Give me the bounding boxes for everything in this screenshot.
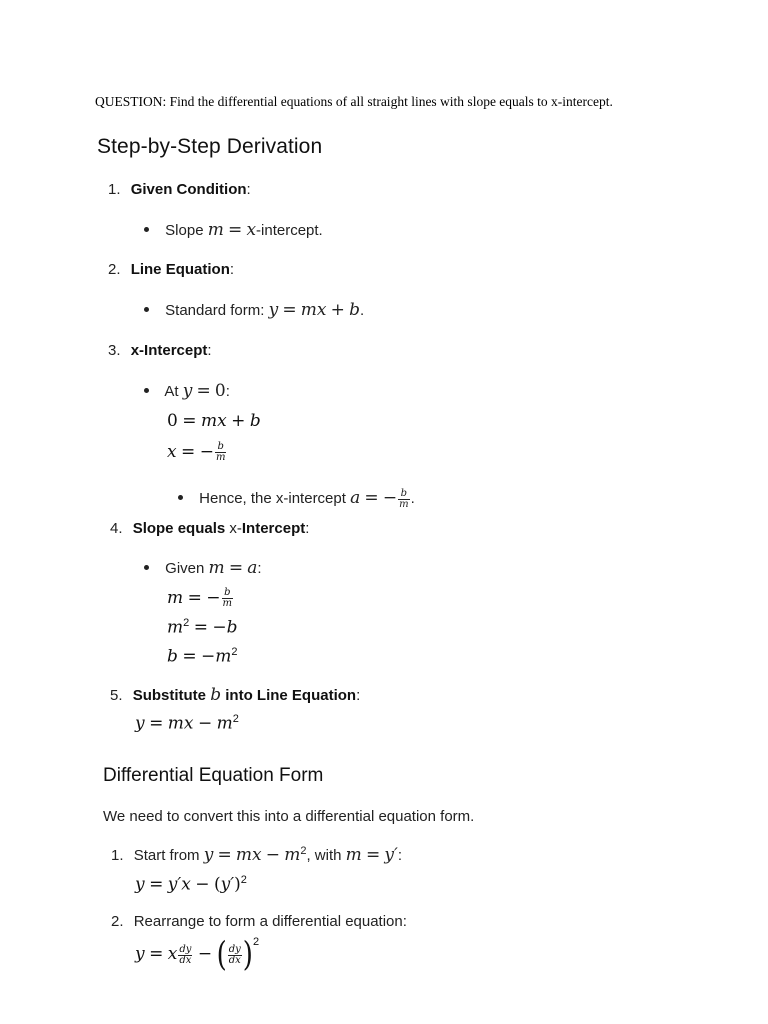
step-5-label-b: b bbox=[210, 685, 222, 705]
step-4-equation-3: $b = -m^2$ bbox=[167, 646, 238, 667]
step-2-label: Line Equation bbox=[130, 261, 230, 278]
bullet-dot bbox=[144, 565, 149, 570]
section-2-intro: We need to convert this into a differential equation form. bbox=[103, 808, 475, 825]
step-4-bullet bbox=[144, 558, 262, 578]
step-4-label-c: Intercept bbox=[241, 520, 306, 537]
step-5-label-a: Substitute bbox=[132, 687, 207, 704]
step-2 bbox=[108, 261, 234, 278]
step-2-bullet-math: Standard form: y = mx + b. bbox=[165, 300, 365, 320]
step-4-label-b: x- bbox=[229, 520, 242, 537]
step-5-number: 5. bbox=[110, 687, 123, 704]
step-4-bullet-math: Given m = a: bbox=[165, 558, 262, 578]
section-title-derivation: Step-by-Step Derivation bbox=[97, 135, 323, 158]
step-3 bbox=[108, 342, 212, 359]
step-3-sub-bullet-math: Hence, the x-intercept a = − $\frac{b}{m}$ . bbox=[199, 487, 415, 510]
bullet-dot bbox=[144, 227, 149, 232]
step-3-label: x-Intercept bbox=[130, 342, 208, 359]
step-3-equation-1: 0 = mx + b bbox=[167, 411, 261, 431]
dstep-1-text: Start from y = mx − $m^2$, with m = y′: bbox=[133, 845, 403, 865]
question-text: QUESTION: Find the differential equations of all straight lines with slope equals to x-intercept. bbox=[95, 94, 613, 109]
step-3-equation-2: x = − $\frac{b}{m}$ bbox=[167, 441, 226, 464]
dstep-2 bbox=[111, 913, 407, 930]
section-title-differential: Differential Equation Form bbox=[103, 765, 324, 786]
dstep-1-equation: $y = y'x - (y')^2$ bbox=[135, 874, 247, 895]
step-3-colon: : bbox=[207, 342, 212, 359]
step-4-equation-1: m = − $\frac{b}{m}$ bbox=[167, 587, 233, 610]
step-3-sub-bullet bbox=[178, 488, 415, 510]
dstep-2-equation: y = x $\frac{dy}{dx}$ − ( $\frac{dy}{dx}$ )$^2$ bbox=[135, 935, 260, 975]
step-5-colon: : bbox=[356, 687, 361, 704]
step-1 bbox=[108, 181, 251, 198]
step-1-bullet-math: Slope m = x-intercept. bbox=[165, 220, 323, 240]
dstep-2-text: Rearrange to form a differential equation: bbox=[133, 913, 407, 930]
step-5-equation: y = mx − $m^2$ bbox=[135, 713, 239, 734]
step-1-number: 1. bbox=[108, 181, 121, 198]
step-4 bbox=[110, 520, 309, 537]
step-4-colon: : bbox=[305, 520, 310, 537]
step-3-bullet-math: At y = 0: bbox=[164, 381, 230, 401]
step-2-number: 2. bbox=[108, 261, 121, 278]
step-1-label: Given Condition bbox=[130, 181, 247, 198]
step-4-label-a: Slope equals bbox=[132, 520, 226, 537]
dstep-1 bbox=[111, 845, 402, 865]
step-4-equation-2: $m^2 = -b$ bbox=[167, 617, 238, 638]
dstep-2-number: 2. bbox=[111, 913, 124, 930]
bullet-dot bbox=[144, 307, 149, 312]
step-5-label-c: into Line Equation bbox=[225, 687, 357, 704]
step-1-colon: : bbox=[246, 181, 251, 198]
step-2-colon: : bbox=[229, 261, 235, 278]
step-4-number: 4. bbox=[110, 520, 123, 537]
bullet-dot bbox=[144, 388, 149, 393]
step-3-number: 3. bbox=[108, 342, 121, 359]
step-2-bullet bbox=[144, 300, 364, 320]
step-5 bbox=[110, 685, 360, 705]
step-3-bullet bbox=[144, 381, 230, 401]
step-1-bullet bbox=[144, 220, 323, 240]
bullet-dot bbox=[178, 495, 183, 500]
dstep-1-number: 1. bbox=[111, 847, 124, 864]
